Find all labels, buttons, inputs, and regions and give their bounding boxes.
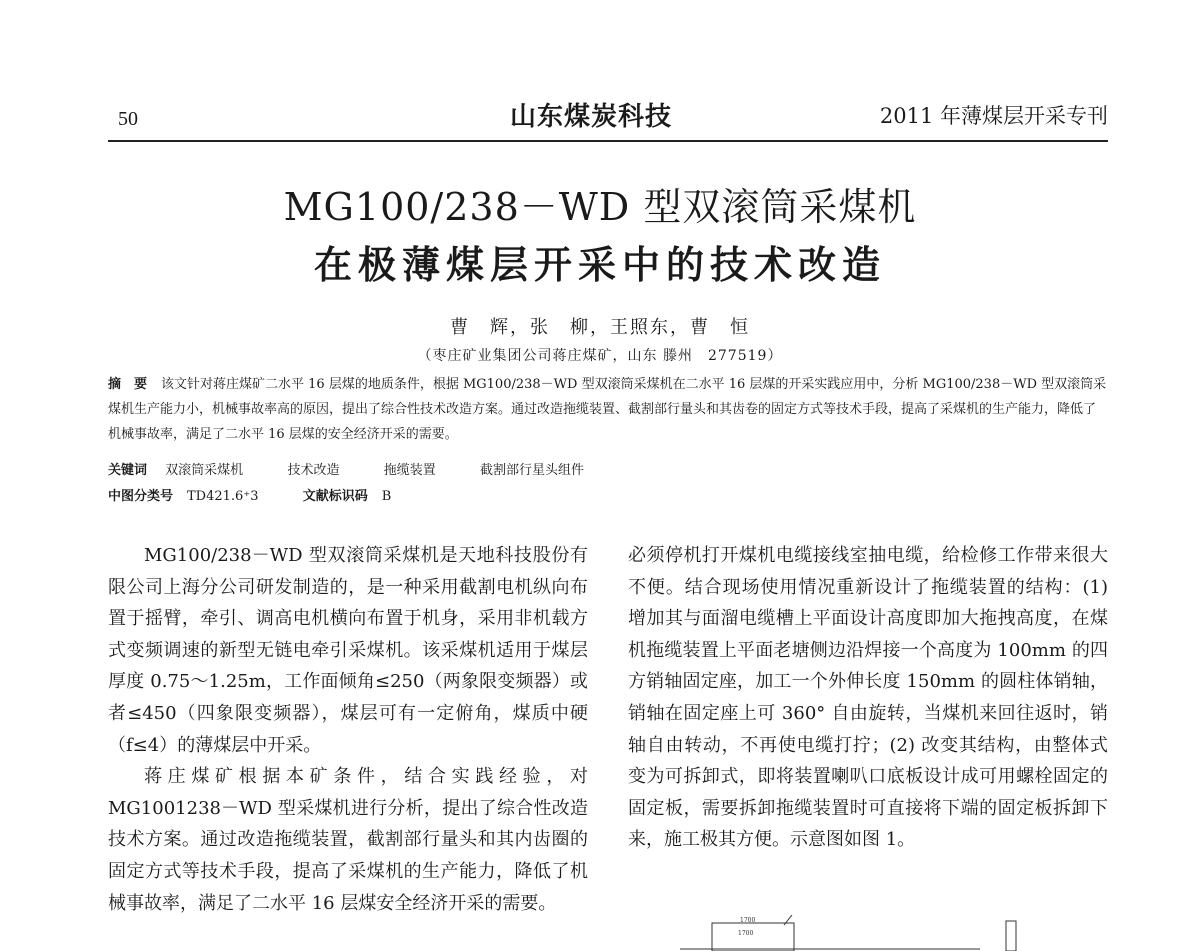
body-paragraph: 必须停机打开煤机电缆接线室抽电缆，给检修工作带来很大不便。结合现场使用情况重新设计了拖缆装置的结构：(1) 增加其与面溜电缆槽上平面设计高度即加大拖拽高度，在煤机拖缆装置上平面老塘侧边沿焊接一个高度为 100mm 的四方销轴固定座，加工一个外伸长度 150mm 的圆柱体销轴，销轴在固定座上可 360° 自由旋转，当煤机来回往返时，销轴自由转动，不再使电缆打拧；(2) 改变其结构，由整体式变为可拆卸式，即将装置喇叭口底板设计成可用螺栓固定的固定板，需要拆卸拖缆装置时可直接将下端的固定板拆卸下来，施工极其方便。示意图如图 1。 (628, 545, 1108, 851)
title-line-2: 在极薄煤层开采中的技术改造 (313, 242, 886, 287)
doc-code-label: 文献标识码 (302, 489, 368, 504)
clc-label: 中图分类号 (108, 489, 174, 504)
body-left-column (108, 540, 588, 919)
title-line-1: MG100/238－WD 型双滚筒采煤机 (283, 185, 917, 229)
keyword: 拖缆装置 (383, 463, 436, 478)
keywords-label: 关键词 (108, 463, 148, 478)
body-right-column (628, 540, 1108, 856)
authors: 曹 辉，张 柳，王照东，曹 恒 (450, 317, 750, 338)
figure-dimension-label: 1700 (738, 930, 754, 937)
affiliation: （枣庄矿业集团公司蒋庄煤矿，山东 滕州 277519） (417, 348, 783, 364)
keyword: 技术改造 (287, 463, 340, 478)
figure-dimension-label: 1700 (740, 917, 756, 924)
body-paragraph: MG100/238－WD 型双滚筒采煤机是天地科技股份有限公司上海分公司研发制造的，是一种采用截割电机纵向布置于摇臂，牵引、调高电机横向布置于机身，采用非机载方式变频调速的新型无链电牵引采煤机。该采煤机适用于煤层厚度 0.75～1.25m，工作面倾角≤250（两象限变频器）或者≤450（四象限变频器），煤层可有一定俯角，煤质中硬（f≤4）的薄煤层中开采。 (108, 545, 588, 756)
abstract-text: 该文针对蒋庄煤矿二水平 16 层煤的地质条件，根据 MG100/238－WD 型双滚筒采煤机在二水平 16 层煤的开采实践应用中，分析 MG100/238－WD 型双滚筒采煤机生产能力小，机械事故率高的原因，提出了综合性技术改造方案。通过改造拖缆装置、截割部行量头和其齿卷的固定方式等技术手段，提高了采煤机的生产能力，降低了机械事故率，满足了二水平 16 层煤的安全经济开采的需要。 (108, 377, 1107, 442)
body-paragraph: 蒋庄煤矿根据本矿条件，结合实践经验，对 MG1001238－WD 型采煤机进行分析，提出了综合性改造技术方案。通过改造拖缆装置，截割部行量头和其内齿圈的固定方式等技术手段，提高了采煤机的生产能力，降低了机械事故率，满足了二水平 16 层煤安全经济开采的需要。 (108, 766, 588, 914)
abstract-label: 摘 要 (108, 377, 148, 392)
keyword: 双滚筒采煤机 (165, 463, 244, 478)
keywords (108, 458, 1108, 483)
page-number: 50 (118, 108, 138, 130)
issue-label: 2011 年薄煤层开采专刊 (879, 104, 1108, 128)
doc-code-value: B (381, 489, 392, 504)
header-rule (108, 140, 1108, 142)
journal-name: 山东煤炭科技 (510, 102, 673, 132)
figure-1-partial (680, 915, 1020, 951)
classification (108, 484, 1108, 509)
abstract (108, 372, 1108, 447)
keyword: 截割部行星头组件 (480, 463, 585, 478)
clc-value: TD421.6⁺3 (187, 489, 259, 504)
